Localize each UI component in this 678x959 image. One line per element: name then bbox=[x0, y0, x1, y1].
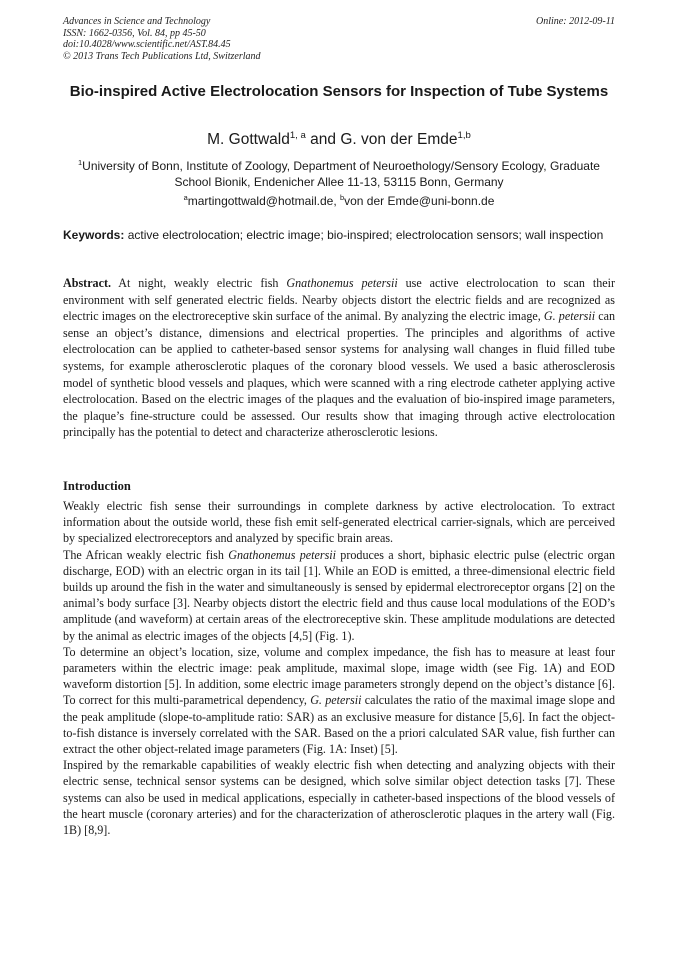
author-1-affil: 1, a bbox=[289, 129, 306, 141]
email-a-marker: a bbox=[183, 193, 188, 202]
introduction-heading: Introduction bbox=[63, 479, 131, 493]
intro-paragraph-2 bbox=[63, 547, 615, 644]
copyright-line: © 2013 Trans Tech Publications Ltd, Switzerland bbox=[63, 50, 261, 62]
abstract-species-short: G. petersii bbox=[543, 309, 596, 324]
issn-line: ISSN: 1662-0356, Vol. 84, pp 45-50 bbox=[63, 27, 206, 39]
intro-p2-text-a: The African weakly electric fish bbox=[63, 547, 229, 562]
abstract-label: Abstract. bbox=[63, 276, 112, 290]
abstract-text-3: can sense an object’s distance, dimensions and electrical properties. The principles and algorithms of active electrolocation can be applied to catheter-based sensor systems for analysing wall changes in fluid filled tube systems, for example atherosclerotic plaques of the coronary blood vessels. We used a basic atherosclerosis model of synthetic blood vessels and plaques, which were scanned with a ring electrode catheter applying active electrolocation. Based on the electric images of the plaques and the evaluation of bio-inspired image parameters, the plaque’s fine-structure could be assessed. Our results show that imaging through active electrolocation principally has the potential to detect and characterize atherosclerotic lesions. bbox=[63, 309, 615, 440]
author-1: M. Gottwald bbox=[207, 131, 290, 148]
introduction-body bbox=[63, 498, 615, 838]
affiliation-text: University of Bonn, Institute of Zoology, Department of Neuroethology/Sensory Ecology, Graduate School Bionik, Endenicher Allee 11-13, 53115 Bonn, Germany bbox=[82, 159, 600, 189]
email-a[interactable]: martingottwald@hotmail.de, bbox=[187, 194, 340, 208]
intro-p2-text-b: produces a short, biphasic electric pulse (electric organ discharge, EOD) with an electric organ in its tail [1]. While an EOD is emitted, a three-dimensional electric field builds up around the fish in the water and simultaneously is sensed by epidermal electroreceptor organs [2] on the animal’s body surface [3]. Nearby objects distort the electric field and thus cause local modulations of the EOD’s amplitude (and waveform) at certain areas of the electroreceptive skin. These amplitude modulations are detected by the animal as electric images of the objects [4,5] (Fig. 1). bbox=[63, 547, 615, 643]
online-date: Online: 2012-09-11 bbox=[536, 16, 615, 27]
author-conjunction: and bbox=[305, 131, 341, 148]
author-emails bbox=[63, 194, 615, 209]
author-2: G. von der Emde bbox=[340, 131, 458, 148]
email-b[interactable]: von der Emde@uni-bonn.de bbox=[344, 194, 495, 208]
intro-p3-text-a: To determine an object’s location, size, volume and complex impedance, the fish has to measure at least four parameters within the electric image: peak amplitude, maximal slope, image width (see Fig. 1A) and EOD waveform distortion [5]. In addition, some electric image parameters strongly depend on the object’s distance [6]. To correct for this multi-parametrical dependency, bbox=[63, 644, 615, 708]
abstract-text-2: use active electrolocation to scan their environment with self generated electric fields. Nearby objects distort the electric fields and are recognized as electric images on the electroreceptive skin surface of the animal. By analyzing the electric image, bbox=[63, 276, 616, 324]
abstract-text-1: At night, weakly electric fish bbox=[111, 276, 287, 290]
keywords-label: Keywords: bbox=[63, 228, 125, 242]
intro-p3-text-b: calculates the ratio of the maximal image slope and the peak amplitude (slope-to-amplitude ratio: SAR) as an exclusive measure for distance [5,6]. In fact the object-to-fish distance is inversely correlated with the SAR. Based on the a priori calculated SAR value, fish further can extract the other object-related image parameters (Fig. 1A: Inset) [5]. bbox=[63, 693, 615, 757]
author-2-affil: 1,b bbox=[457, 129, 471, 141]
intro-paragraph-4: Inspired by the remarkable capabilities of weakly electric fish when detecting and analyzing objects with their electric sense, technical sensor systems can be designed, which solve similar object detection tasks [7]. These systems can also be used in medical applications, especially in catheter-based inspections of the blood vessels of the heart muscle (coronary arteries) and for the characterization of atherosclerotic plaques in the artery wall (Fig. 1B) [8,9]. bbox=[63, 758, 615, 838]
affiliation-marker: 1 bbox=[78, 158, 83, 167]
keywords-text: active electrolocation; electric image; bio-inspired; electrolocation sensors; wall inspection bbox=[124, 228, 604, 242]
paper-title: Bio-inspired Active Electrolocation Sensors for Inspection of Tube Systems bbox=[69, 83, 609, 100]
email-b-marker: b bbox=[339, 193, 345, 202]
intro-paragraph-3 bbox=[63, 644, 615, 757]
journal-name: Advances in Science and Technology bbox=[63, 16, 211, 27]
author-line bbox=[63, 130, 615, 150]
intro-p3-species: G. petersii bbox=[310, 693, 362, 708]
intro-p2-species: Gnathonemus petersii bbox=[228, 547, 336, 562]
affiliation bbox=[63, 158, 615, 190]
keywords-block bbox=[63, 228, 615, 243]
abstract-block bbox=[63, 275, 615, 441]
journal-header bbox=[63, 16, 615, 62]
doi-line[interactable]: doi:10.4028/www.scientific.net/AST.84.45 bbox=[63, 39, 231, 50]
abstract-species: Gnathonemus petersii bbox=[286, 276, 398, 290]
intro-paragraph-1: Weakly electric fish sense their surroundings in complete darkness by active electrolocation. To extract information about the outside world, these fish emit self-generated electrical carrier-signals, which are perceived by specialized electroreceptors and analyzed by specific brain areas. bbox=[63, 499, 615, 546]
